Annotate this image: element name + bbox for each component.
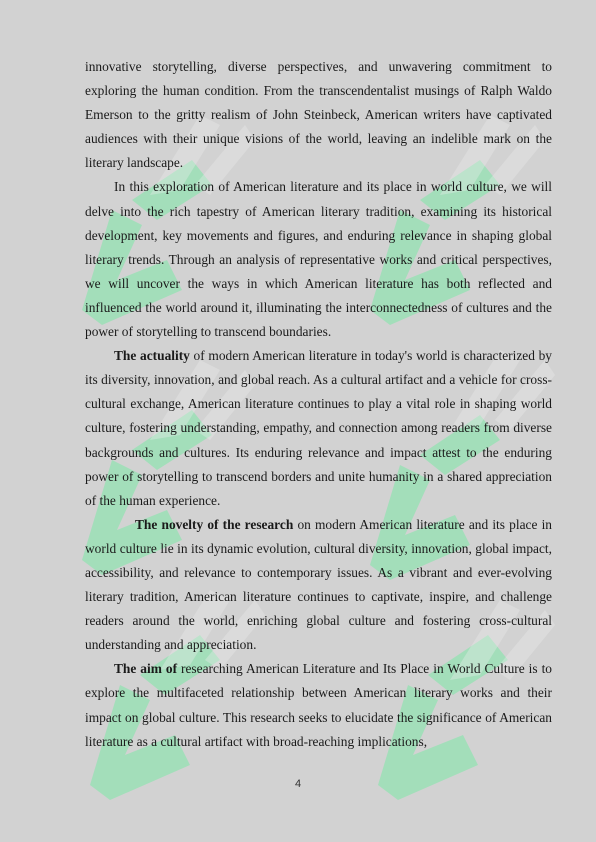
paragraph-2 [85,175,552,344]
page-number: 4 [294,778,302,790]
paragraph-1-text: innovative storytelling, diverse perspectives, and unwavering commitment to exploring the human condition. From the transcendentalist musings of Ralph Waldo Emerson to the gritty realism of John Steinbeck, American writers have captivated audiences with their unique visions of the world, leaving an indelible mark on the literary landscape. [85,59,552,171]
body-text [85,55,552,754]
paragraph-3-text: of modern American literature in today's world is characterized by its diversity, innovation, and global reach. As a cultural artifact and a vehicle for cross-cultural exchange, American literature continues to play a vital role in shaping world culture, fostering understanding, empathy, and connection among readers from diverse backgrounds and cultures. Its enduring relevance and impact attest to the enduring power of storytelling to transcend borders and unite humanity in a shared appreciation of the human experience. [85,348,552,508]
paragraph-5 [85,657,552,753]
paragraph-4-lead: The novelty of the research [135,516,294,532]
paragraph-2-text: In this exploration of American literature and its place in world culture, we will delve into the rich tapestry of American literary tradition, examining its historical development, key movements and figures, and enduring relevance in shaping global literary trends. Through an analysis of representative works and critical perspectives, we will uncover the ways in which American literature has both reflected and influenced the world around it, illuminating the interconnectedness of cultures and the power of storytelling to transcend boundaries. [85,179,552,340]
paragraph-3 [85,344,552,513]
paragraph-3-lead: The actuality [114,348,190,364]
paragraph-5-lead: The aim of [114,661,178,677]
paragraph-4-text: on modern American literature and its place in world culture lie in its dynamic evolution, cultural diversity, innovation, global impact, accessibility, and relevance to contemporary issues. As a vibrant and ever-evolving literary tradition, American literature continues to captivate, inspire, and challenge readers around the world, enriching global culture and fostering cross-cultural understanding and appreciation. [85,516,552,653]
paragraph-1 [85,55,552,175]
paragraph-4 [85,513,552,658]
paragraph-5-text: researching American Literature and Its Place in World Culture is to explore the multifaceted relationship between American literary works and their impact on global culture. This research seeks to elucidate the significance of American literature as a cultural artifact with broad-reaching implications, [85,661,552,749]
